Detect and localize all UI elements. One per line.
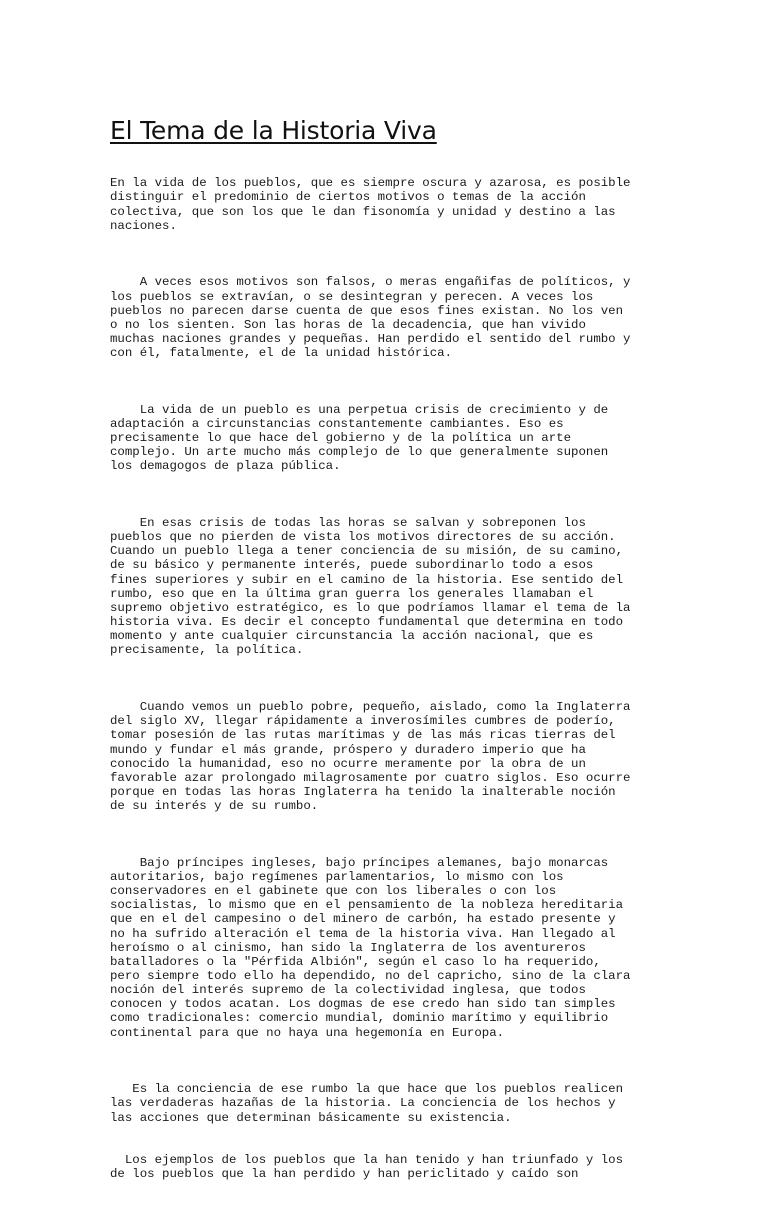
document-body (110, 148, 655, 1210)
paragraph-5: Cuando vemos un pueblo pobre, pequeño, aislado, como la Inglaterra del siglo XV, llegar rápidamente a inverosímiles cumbres de poderío, tomar posesión de las rutas marítimas y de las más ricas tierras del mundo y fundar el más grande, próspero y duradero imperio que ha conocido la humanidad, eso no ocurre meramente por la obra de un favorable azar prolongado milagrosamente por cuatro siglos. Eso ocurre porque en todas las horas Inglaterra ha tenido la inalterable noción de su interés y de su rumbo. (110, 700, 631, 814)
paragraph-4: En esas crisis de todas las horas se salvan y sobreponen los pueblos que no pierden de vista los motivos directores de su acción. Cuando un pueblo llega a tener conciencia de su misión, de su camino, de su básico y permanente interés, puede subordinarlo todo a esos fines superiores y subir en el camino de la historia. Ese sentido del rumbo, eso que en la última gran guerra los generales llamaban el supremo objetivo estratégico, es lo que podríamos llamar el tema de la historia viva. Es decir el concepto fundamental que determina en todo momento y ante cualquier circunstancia la acción nacional, que es precisamente, la política. (110, 516, 631, 658)
paragraph-1: En la vida de los pueblos, que es siempre oscura y azarosa, es posible distinguir el predominio de ciertos motivos o temas de la acción colectiva, que son los que le dan fisonomía y unidad y destino a las naciones. (110, 176, 631, 233)
document-title: El Tema de la Historia Viva (110, 116, 437, 145)
paragraph-6: Bajo príncipes ingleses, bajo príncipes alemanes, bajo monarcas autoritarios, bajo regímenes parlamentarios, lo mismo con los conservadores en el gabinete que con los liberales o con los socialistas, lo mismo que en el pensamiento de la nobleza hereditaria que en el del campesino o del minero de carbón, ha estado presente y no ha sufrido alteración el tema de la historia viva. Han llegado al heroísmo o al cinismo, han sido la Inglaterra de los aventureros batalladores o la "Pérfida Albión", según el caso lo ha requerido, pero siempre todo ello ha dependido, no del capricho, sino de la clara noción del interés supremo de la colectividad inglesa, que todos conocen y todos acatan. Los dogmas de ese credo han sido tan simples como tradicionales: comercio mundial, dominio marítimo y equilibrio continental para que no haya una hegemonía en Europa. (110, 855, 631, 1040)
paragraph-8: Los ejemplos de los pueblos que la han tenido y han triunfado y los de los pueblos que la han perdido y han periclitado y caído son (110, 1153, 624, 1182)
paragraph-3: La vida de un pueblo es una perpetua crisis de crecimiento y de adaptación a circunstancias constantemente cambiantes. Eso es precisamente lo que hace del gobierno y de la política un arte complejo. Un arte mucho más complejo de lo que generalmente suponen los demagogos de plaza pública. (110, 402, 609, 474)
paragraph-7: Es la conciencia de ese rumbo la que hace que los pueblos realicen las verdaderas hazañas de la historia. La conciencia de los hechos y las acciones que determinan básicamente su existencia. (110, 1082, 624, 1125)
paragraph-2: A veces esos motivos son falsos, o meras engañifas de políticos, y los pueblos se extravían, o se desintegran y perecen. A veces los pueblos no parecen darse cuenta de que esos fines existan. No los ven o no los sienten. Son las horas de la decadencia, que han vivido muchas naciones grandes y pequeñas. Han perdido el sentido del rumbo y con él, fatalmente, el de la unidad histórica. (110, 275, 631, 361)
document-page (110, 116, 655, 1210)
